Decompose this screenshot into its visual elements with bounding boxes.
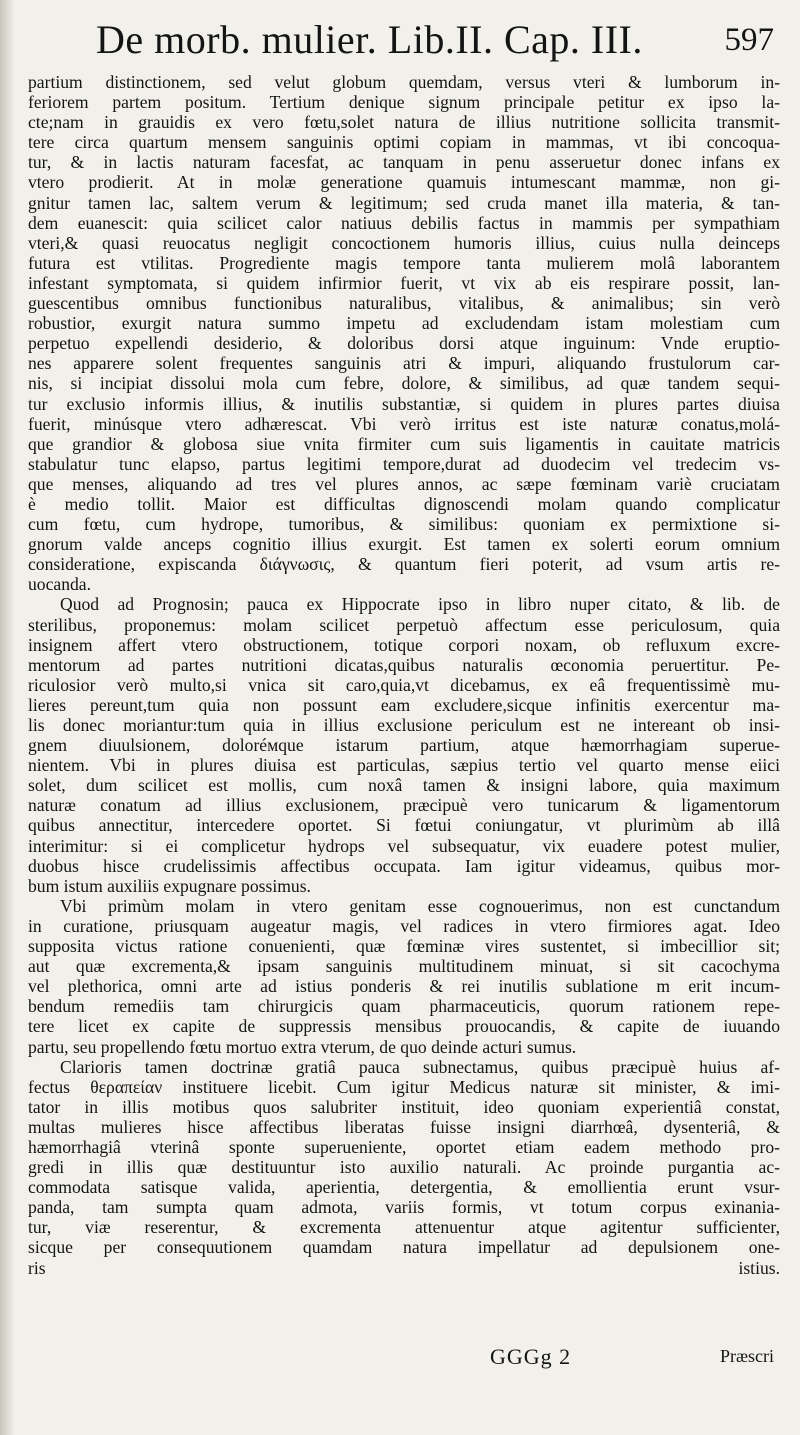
text-line: vteri,& quasi reuocatus negligit concoctionem humoris illius, cuius nulla deinceps	[28, 232, 780, 253]
text-line: commodata satisque valida, aperientia, detergentia, & emollientia erunt vsur-	[28, 1177, 780, 1198]
text-line: nis, si incipiat dissolui mola cum febre, dolore, & similibus, ad quæ tandem sequi-	[28, 373, 780, 394]
text-line: bum istum auxiliis expugnare possimus.	[28, 875, 311, 896]
text-line: tere circa quartum mensem sanguinis optimi copiam in mammas, vt ibi concoqua-	[28, 132, 780, 153]
text-line: riculosior verò multo,si vnica sit caro,quia,vt dicebamus, ex eâ frequentissimè mu-	[28, 674, 780, 695]
text-line: cum fœtu, cum hydrope, tumoribus, & similibus: quoniam ex permixtione si-	[28, 514, 780, 535]
text-line: panda, tam sumpta quam admota, variis formis, vt totum corpus exinania-	[28, 1197, 780, 1218]
text-line: tur, viæ reserentur, & excrementa attenuentur atque agitentur sufficienter,	[28, 1217, 780, 1238]
text-line: insignem affert vtero obstructionem, totique corpori noxam, ob refluxum excre-	[28, 634, 780, 655]
text-line: lis donec moriantur:tum quia in illius exclusione periculum est ne intereant ob insi-	[28, 715, 780, 735]
running-title: De morb. mulier. Lib.II. Cap. III.	[96, 17, 643, 62]
text-line: interimitur: si ei complicetur hydrops vel subsequatur, vix euadere potest mulier,	[28, 835, 780, 856]
page-number: 597	[724, 22, 774, 58]
page-footer	[28, 1344, 780, 1374]
text-line: que grandior & globosa siue vnita firmiter cum suis ligamentis in cauitate matricis	[28, 433, 780, 454]
text-line: fectus θεραπείαν instituere licebit. Cum igitur Medicus naturæ sit minister, & imi-	[28, 1076, 780, 1097]
text-line: infestant symptomata, si quidem infirmior fuerit, vt vix ab eis respirare possit, lan-	[28, 272, 780, 293]
text-line: tator in illis motibus quos salubriter instituit, ideo quoniam experientiâ constat,	[28, 1096, 780, 1117]
text-line: partium distinctionem, sed velut globum quemdam, versus vteri & lumborum in-	[28, 72, 780, 92]
text-line: aut quæ excrementa,& ipsam sanguinis multitudinem minuat, si sit cacochyma	[28, 956, 780, 977]
text-line: cte;nam in grauidis ex vero fœtu,solet natura de illius nutritione sollicita transmit-	[28, 112, 780, 133]
signature-mark: GGGg 2	[490, 1344, 572, 1369]
text-line: in curatione, priusquam augeatur magis, vel radices in vtero firmiores agat. Ideo	[28, 915, 780, 936]
text-line: lieres pereunt,tum quia non possunt eam excludere,sicque infinitis exercentur ma-	[28, 694, 780, 715]
text-line: Quod ad Prognosin; pauca ex Hippocrate ipso in libro nuper citato, & lib. de	[60, 594, 780, 615]
text-line: tere licet ex capite de suppressis mensibus prouocandis, & capite de iuuando	[28, 1016, 780, 1037]
text-line: sicque per consequutionem quamdam natura impellatur ad depulsionem one-	[28, 1237, 780, 1258]
text-line: supposita victus ratione conuenienti, quæ fœminæ vires sustentet, si imbecillior sit;	[28, 936, 780, 957]
text-line: gnitur tamen lac, saltem verum & legitimum; sed cruda manet illa materia, & tan-	[28, 192, 780, 213]
text-line: gredi in illis quæ destituuntur isto auxilio naturali. Ac proinde purgantia ac-	[28, 1157, 780, 1178]
text-line: solet, dum scilicet est mollis, cum noxâ tamen & insigni labore, quia maximum	[28, 775, 780, 796]
book-page	[28, 14, 780, 1414]
text-line: robustior, exurgit natura summo impetu ad excludendam istam molestiam cum	[28, 313, 780, 334]
text-line: futura est vtilitas. Progrediente magis tempore tanta mulierem molâ laborantem	[28, 252, 780, 273]
text-line: è medio tollit. Maior est difficultas dignoscendi molam quando complicatur	[28, 493, 780, 514]
text-line: guescentibus omnibus functionibus naturalibus, vitalibus, & animalibus; sin verò	[28, 293, 780, 314]
text-line: quibus annectitur, intercedere oportet. Si fœtui coniungatur, vt plurimùm ab illâ	[28, 815, 780, 836]
text-line: fuerit, minúsque vtero adhærescat. Vbi verò irritus est iste naturæ conatus,molá-	[28, 413, 780, 434]
text-line: hæmorrhagiâ vterinâ sponte superueniente, oportet etiam eadem methodo pro-	[28, 1136, 780, 1157]
text-line: multas mulieres hisce affectibus liberatas fuisse insigni diarrhœâ, dysenteriâ, &	[28, 1116, 780, 1137]
text-line: sterilibus, proponemus: molam scilicet perpetuò affectum esse periculosum, quia	[28, 614, 780, 635]
text-line: ris istius.	[28, 1257, 780, 1278]
text-line: stabulatur tunc elapso, partus legitimi tempore,durat ad duodecim vel tredecim vs-	[28, 453, 780, 474]
text-line: feriorem partem positum. Tertium denique signum principale petitur ex ipso la-	[28, 92, 780, 113]
text-line: consideratione, expiscanda διάγνωσις, & quantum fieri poterit, ad vsum artis re-	[28, 554, 780, 575]
text-line: naturæ conatum ad illius exclusionem, præcipuè vero tunicarum & ligamentorum	[28, 795, 780, 816]
text-line: Vbi primùm molam in vtero genitam esse cognouerimus, non est cunctandum	[60, 895, 780, 916]
text-line: tur, & in lactis naturam facesfat, ac tanquam in penu asseruetur donec infans ex	[28, 152, 780, 173]
text-line: gnem diuulsionem, doloréмque istarum partium, atque hæmorrhagiam superue-	[28, 735, 780, 756]
text-line: perpetuo expellendi desiderio, & doloribus dorsi atque inguinum: Vnde eruptio-	[28, 333, 780, 354]
body-text	[28, 72, 780, 1278]
text-line: nes apparere solent frequentes sanguinis atri & impuri, aliquando frustulorum car-	[28, 353, 780, 374]
text-line: tur exclusio informis illius, & inutilis substantiæ, si quidem in plures partes diuisa	[28, 393, 780, 414]
text-line: uocanda.	[28, 574, 92, 595]
text-line: gnorum valde anceps cognitio illius exurgit. Est tamen ex solerti eorum omnium	[28, 534, 780, 555]
running-header	[28, 14, 780, 72]
text-line: que menses, aliquando ad tres vel plures annos, ac sæpe fœminam variè cruciatam	[28, 473, 780, 494]
text-line: vel plethorica, omni arte ad istius ponderis & rei inutilis sublatione m erit incum-	[28, 976, 780, 997]
text-line: vtero prodierit. At in molæ generatione quamuis intumescant mammæ, non gi-	[28, 172, 780, 193]
catchword: Præscri	[720, 1346, 774, 1366]
text-line: Clarioris tamen doctrinæ gratiâ pauca subnectamus, quibus præcipuè huius af-	[60, 1056, 780, 1077]
text-line: duobus hisce crudelissimis affectibus occupata. Iam igitur videamus, quibus mor-	[28, 855, 780, 876]
page-edge	[0, 0, 14, 1435]
text-line: partu, seu propellendo fœtu mortuo extra vterum, de quo deinde acturi sumus.	[28, 1036, 577, 1057]
text-line: nientem. Vbi in plures diuisa est particulas, sæpius tertio vel quarto mense eiici	[28, 755, 780, 776]
text-line: dem euanescit: quia scilicet calor natiuus debilis factus in mammis per sympathiam	[28, 212, 780, 233]
text-line: mentorum ad partes nutritioni dicatas,quibus naturalis œconomia peruertitur. Pe-	[28, 654, 780, 675]
text-line: bendum remediis tam chirurgicis quam pharmaceuticis, quorum rationem repe-	[28, 996, 780, 1017]
